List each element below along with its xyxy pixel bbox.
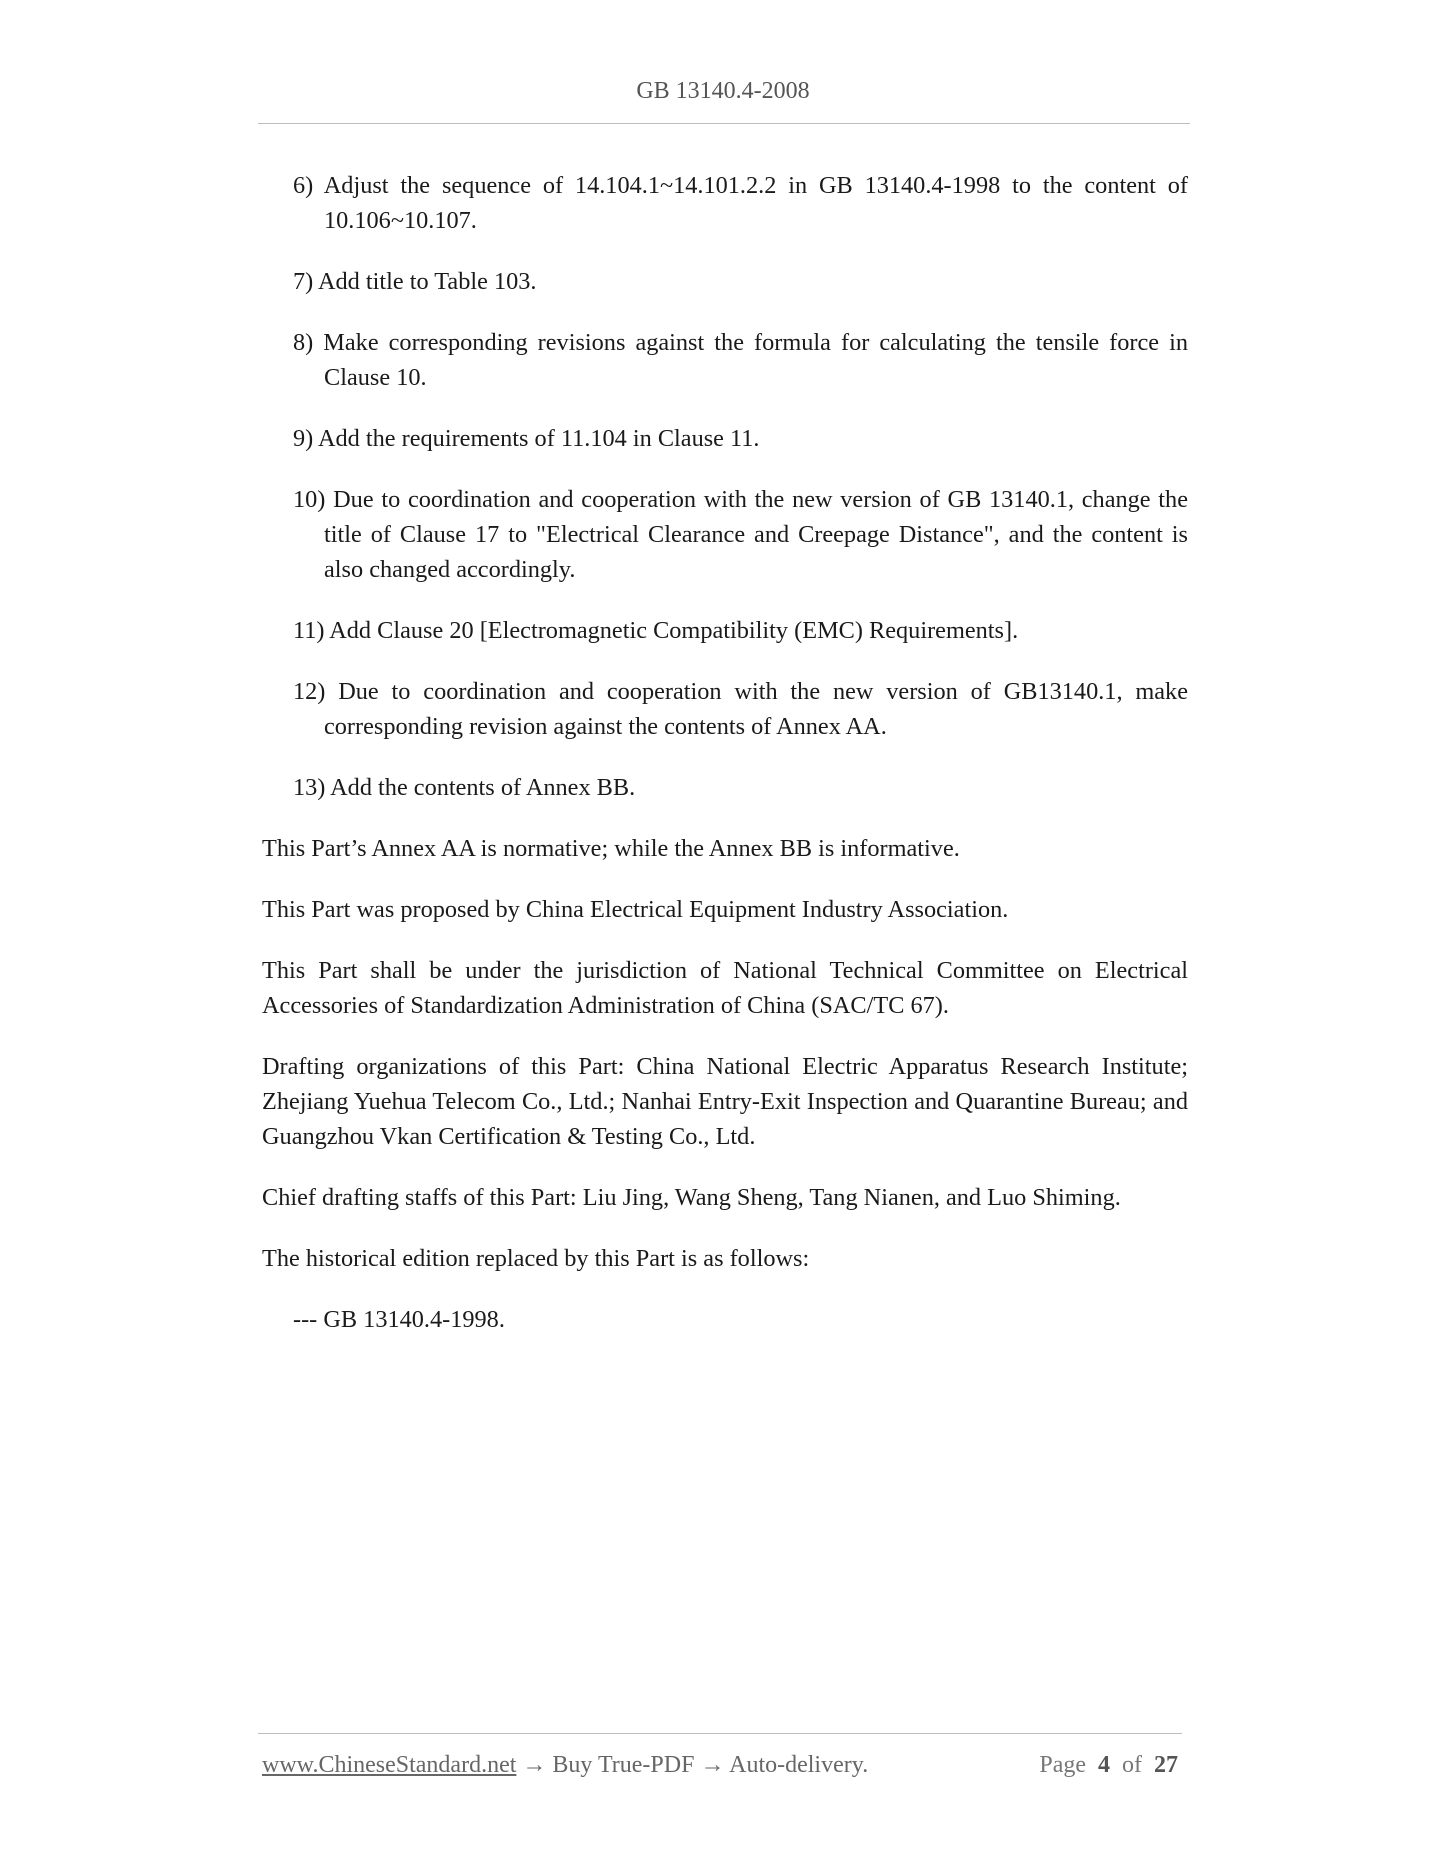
drafting-staff-paragraph: Chief drafting staffs of this Part: Liu Jing, Wang Sheng, Tang Nianen, and Luo Shiming. xyxy=(262,1184,1121,1211)
list-item: 13) Add the contents of Annex BB. xyxy=(293,774,636,801)
page-header-title: GB 13140.4-2008 xyxy=(636,78,810,104)
drafting-organizations-paragraph: Drafting organizations of this Part: China National Electric Apparatus Research Institute; Zhejiang Yuehua Telecom Co., Ltd.; Nanhai Entry-Exit Inspection and Quarantine Bureau; and Guangzhou Vkan Certification & Testing Co., Ltd. xyxy=(262,1053,1188,1150)
annex-paragraph: This Part’s Annex AA is normative; while the Annex BB is informative. xyxy=(262,835,960,862)
footer-promo-text: → Buy True-PDF → Auto-delivery. xyxy=(516,1752,869,1778)
document-body xyxy=(262,168,1188,1337)
of-label: of xyxy=(1122,1752,1142,1778)
list-item: 8) Make corresponding revisions against the formula for calculating the tensile force in Clause 10. xyxy=(293,329,1188,391)
total-pages-number: 27 xyxy=(1154,1752,1178,1778)
footer-divider xyxy=(258,1733,1182,1734)
list-item: 12) Due to coordination and cooperation with the new version of GB13140.1, make corresponding revision against the contents of Annex AA. xyxy=(293,678,1188,740)
historical-edition-paragraph: The historical edition replaced by this Part is as follows: xyxy=(262,1245,810,1272)
page-indicator xyxy=(1039,1752,1178,1779)
list-item: 7) Add title to Table 103. xyxy=(293,268,537,295)
website-link[interactable]: www.ChineseStandard.net xyxy=(262,1752,517,1778)
current-page-number: 4 xyxy=(1098,1752,1110,1778)
list-item: 11) Add Clause 20 [Electromagnetic Compatibility (EMC) Requirements]. xyxy=(293,617,1019,644)
jurisdiction-paragraph: This Part shall be under the jurisdiction of National Technical Committee on Electrical Accessories of Standardization Administration of China (SAC/TC 67). xyxy=(262,957,1188,1019)
footer-promo xyxy=(262,1752,868,1779)
header-divider xyxy=(258,123,1190,124)
list-item: 9) Add the requirements of 11.104 in Clause 11. xyxy=(293,425,760,452)
historical-edition-item: --- GB 13140.4-1998. xyxy=(293,1306,505,1333)
list-item: 10) Due to coordination and cooperation with the new version of GB 13140.1, change the title of Clause 17 to "Electrical Clearance and Creepage Distance", and the content is also changed accordingly. xyxy=(293,486,1188,583)
page-label: Page xyxy=(1039,1752,1086,1778)
proposed-by-paragraph: This Part was proposed by China Electrical Equipment Industry Association. xyxy=(262,896,1009,923)
list-item: 6) Adjust the sequence of 14.104.1~14.101.2.2 in GB 13140.4-1998 to the content of 10.106~10.107. xyxy=(293,172,1188,234)
